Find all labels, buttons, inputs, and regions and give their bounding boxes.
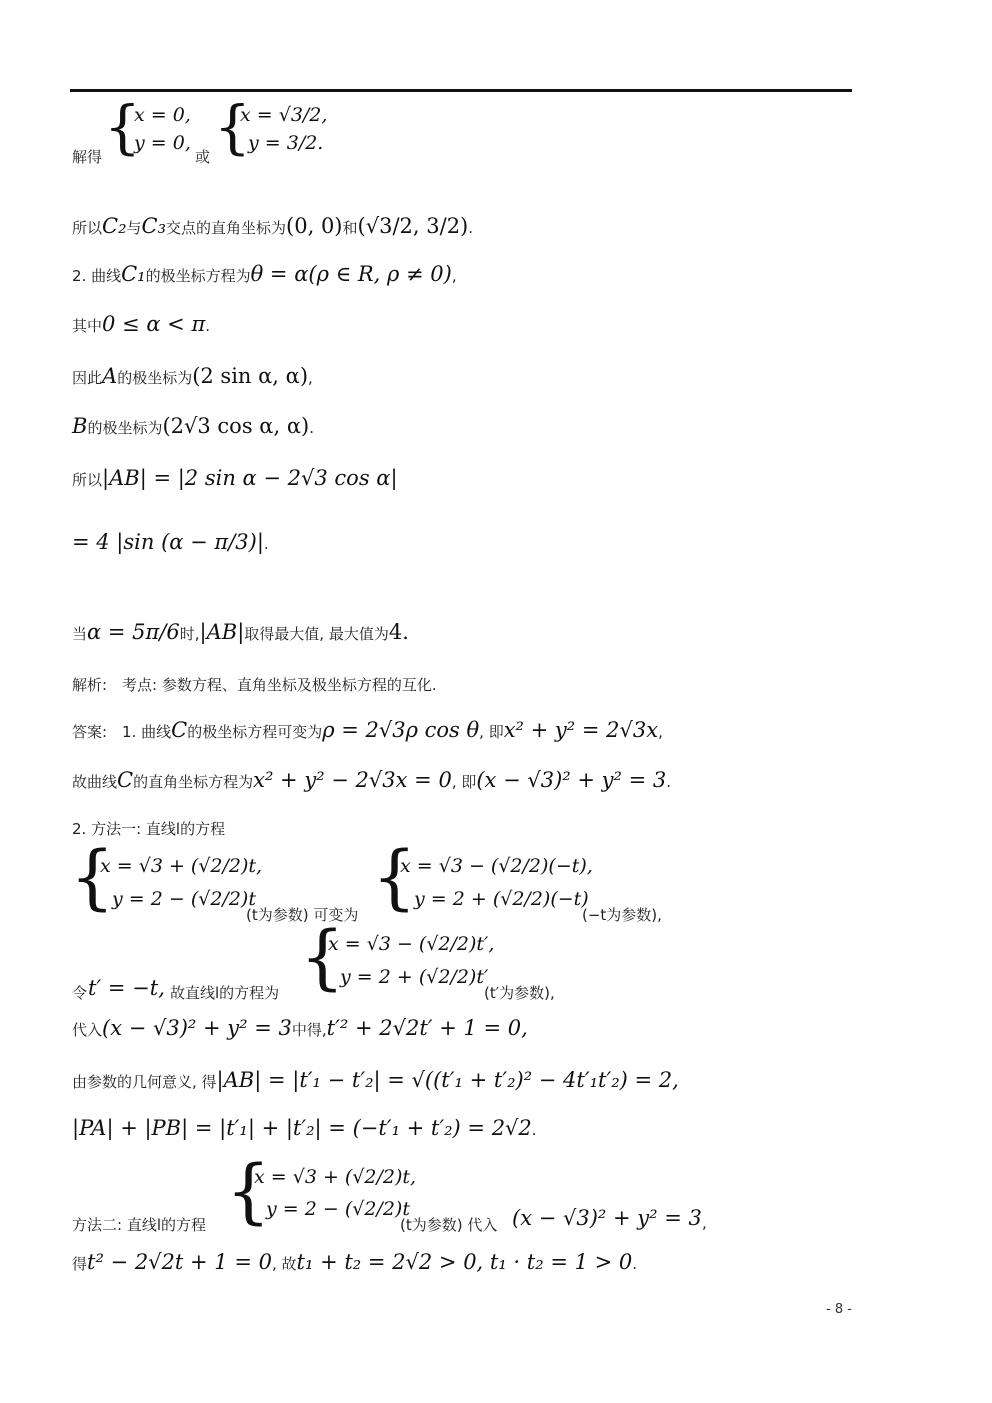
param-note: (t为参数) 可变为 [246,906,359,924]
param-note: (t为参数) 代入 [400,1216,498,1234]
roots-relation-line: 得t² − 2√2t + 1 = 0, 故t₁ + t₂ = 2√2 > 0, t₁ · t₂ = 1 > 0. [72,1250,638,1274]
left-brace: { [372,836,417,918]
system-eq1: x = √3 + (√2/2)t, [254,1166,417,1188]
param-note: (−t为参数), [582,906,662,924]
system2-eq1: x = √3/2, [240,104,328,126]
system-eq2: y = 2 − (√2/2)t [266,1198,410,1220]
cartesian-equation-line: 故曲线C的直角坐标方程为x² + y² − 2√3x = 0, 即(x − √3)² + y² = 3. [72,768,672,792]
geometric-meaning-line: 由参数的几何意义, 得|AB| = |t′₁ − t′₂| = √((t′₁ + t′₂)² − 4t′₁t′₂) = 2, [72,1068,679,1092]
ab-distance-line: 所以|AB| = |2 sin α − 2√3 cos α| [72,466,398,490]
intersection-points-line: 所以C₂与C₃交点的直角坐标为(0, 0)和(√3/2, 3/2). [72,214,474,238]
analysis-line: 解析: 考点: 参数方程、直角坐标及极坐标方程的互化. [72,676,437,694]
param-note: (t′为参数), [484,984,555,1002]
page-number: - 8 - [826,1302,852,1317]
system-eq2: y = 2 + (√2/2)(−t) [414,888,589,910]
ab-simplified-line: = 4 |sin (α − π/3)|. [72,530,269,554]
left-brace: { [300,916,345,998]
system-eq1: x = √3 − (√2/2)t′, [328,933,495,955]
system-eq1: x = √3 − (√2/2)(−t), [400,855,593,877]
quadratic-line: 代入(x − √3)² + y² = 3中得,t′² + 2√2t′ + 1 = 0, [72,1016,528,1040]
system-eq1: x = √3 + (√2/2)t, [100,855,263,877]
curve-c1-polar-line: 2. 曲线C₁的极坐标方程为θ = α(ρ ∈ R, ρ ≠ 0), [72,262,457,286]
system1-eq2: y = 0, [134,132,191,154]
alpha-range-line: 其中0 ≤ α < π. [72,312,211,336]
label-jiede: 解得 [72,148,103,166]
system-eq2: y = 2 − (√2/2)t [112,888,256,910]
pa-pb-sum-line: |PA| + |PB| = |t′₁| + |t′₂| = (−t′₁ + t′₂) = 2√2. [72,1116,537,1140]
left-brace: { [226,1150,271,1232]
left-brace: { [104,93,141,161]
point-a-polar-line: 因此A的极坐标为(2 sin α, α), [72,364,313,388]
system1-eq1: x = 0, [134,104,191,126]
answer-part1-line: 答案: 1. 曲线C的极坐标方程可变为ρ = 2√3ρ cos θ, 即x² + y² = 2√3x, [72,718,663,742]
system2-eq2: y = 3/2. [248,132,324,154]
max-value-line: 当α = 5π/6时,|AB|取得最大值, 最大值为4. [72,620,409,644]
header-rule [70,89,852,92]
label-or: 或 [195,148,211,166]
system-eq2: y = 2 + (√2/2)t′ [340,966,489,988]
left-brace: { [214,93,251,161]
left-brace: { [70,836,115,918]
point-b-polar-line: B的极坐标为(2√3 cos α, α). [72,414,314,438]
method-one-heading: 2. 方法一: 直线l的方程 [72,820,226,838]
